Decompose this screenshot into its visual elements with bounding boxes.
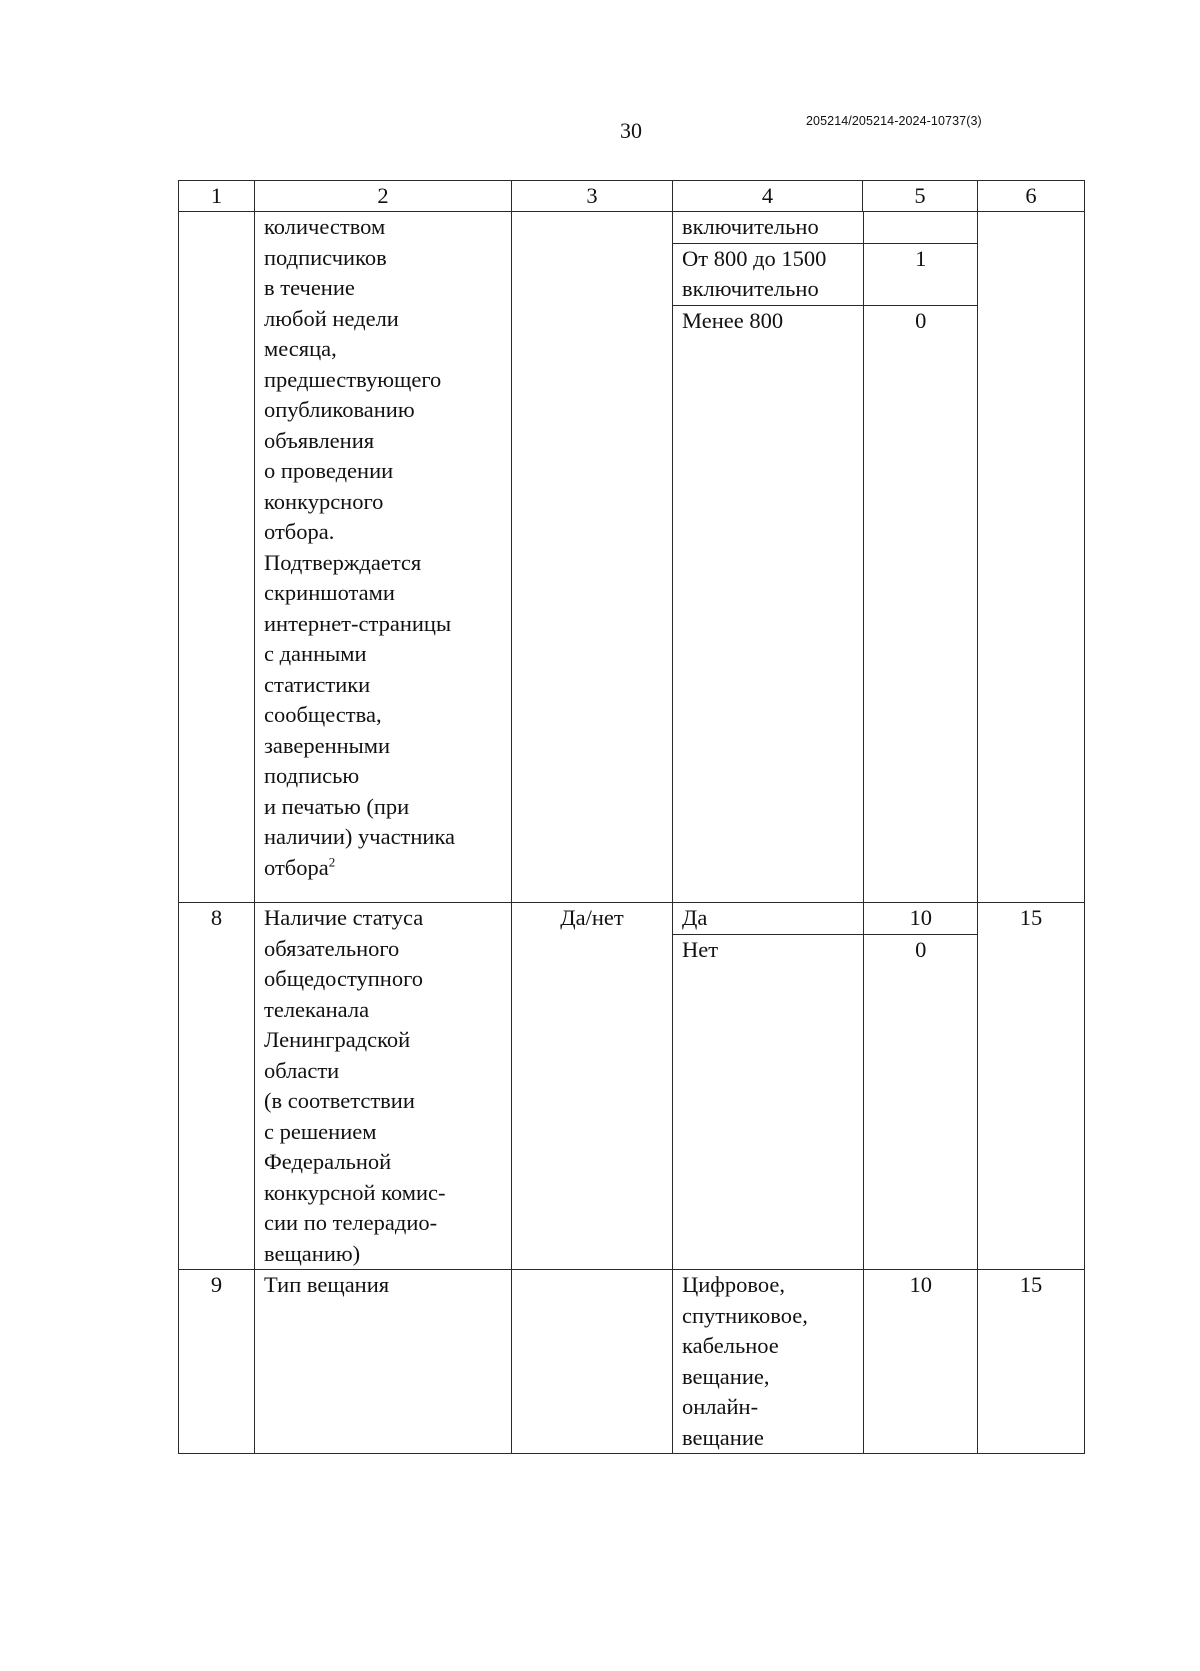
option-line: вещание <box>682 1424 764 1450</box>
options-cell <box>673 1270 978 1454</box>
criterion-line: телеканала <box>264 996 370 1022</box>
page-number: 30 <box>620 118 642 143</box>
criterion-text <box>255 212 512 903</box>
criterion-line: любой недели <box>264 305 399 331</box>
criterion-line: подписью <box>264 763 360 788</box>
criterion-line: Ленинградской <box>264 1027 411 1052</box>
criterion-line: подписчиков <box>264 244 387 270</box>
table-header-row <box>179 181 1085 212</box>
options-cell <box>673 903 978 1270</box>
option-line: Нет <box>682 936 719 962</box>
option-line: включительно <box>682 214 819 239</box>
option-score: 0 <box>915 307 927 333</box>
option-row <box>673 243 978 305</box>
column-header: 2 <box>255 181 512 212</box>
option-line: Цифровое, <box>682 1272 785 1297</box>
table-row <box>179 1270 1085 1454</box>
option-label <box>673 305 863 902</box>
option-score: 0 <box>915 936 927 962</box>
criterion-line: с решением <box>264 1118 377 1144</box>
option-label <box>673 934 863 1269</box>
unit-cell <box>512 1270 673 1454</box>
option-line: Да <box>682 905 708 930</box>
criterion-line: и печатью (при <box>264 793 410 819</box>
criterion-line: Подтверждается <box>264 549 422 575</box>
criterion-text <box>255 903 512 1270</box>
max-score <box>978 212 1085 903</box>
options-subtable <box>673 1270 978 1453</box>
criterion-line: конкурсной комис- <box>264 1179 446 1205</box>
criterion-line: в течение <box>264 275 355 300</box>
criterion-line: общедоступного <box>264 966 423 991</box>
criterion-line: заверенными <box>264 732 391 758</box>
table-row <box>179 212 1085 903</box>
max-score: 15 <box>978 903 1085 1270</box>
criterion-line: конкурсного <box>264 488 384 514</box>
criterion-line: с данными <box>264 641 367 666</box>
criterion-line: (в соответствии <box>264 1088 415 1113</box>
column-header: 6 <box>978 181 1085 212</box>
option-score: 10 <box>909 1272 932 1297</box>
criterion-line: скриншотами <box>264 580 395 605</box>
criterion-line: сообщества, <box>264 702 382 727</box>
options-cell <box>673 212 978 903</box>
criterion-line: сии по телерадио- <box>264 1210 438 1235</box>
option-row <box>673 934 978 1269</box>
criterion-text <box>255 1270 512 1454</box>
criterion-line: о проведении <box>264 458 394 483</box>
max-score: 15 <box>978 1270 1085 1454</box>
option-row <box>673 305 978 902</box>
criteria-table <box>178 180 1085 1454</box>
options-subtable <box>673 903 978 1269</box>
option-score <box>863 212 978 243</box>
criterion-line: объявления <box>264 427 375 453</box>
option-line: онлайн- <box>682 1394 759 1419</box>
document-reference: 205214/205214-2024-10737(3) <box>806 114 982 128</box>
option-label <box>673 903 863 934</box>
option-row <box>673 212 978 243</box>
criterion-line: отбора$^2$ <box>264 854 336 880</box>
unit-cell <box>512 212 673 903</box>
option-line: Менее 800 <box>682 307 784 333</box>
criterion-line: вещанию) <box>264 1240 361 1266</box>
option-line: От 800 до 1500 <box>682 245 827 271</box>
option-score: 10 <box>863 903 978 934</box>
footnote-marker: 2 <box>328 854 336 869</box>
row-number: 8 <box>179 903 255 1270</box>
criterion-line: опубликованию <box>264 397 415 422</box>
column-header: 5 <box>863 181 978 212</box>
option-line: кабельное <box>682 1333 779 1358</box>
criterion-line: области <box>264 1057 340 1083</box>
unit-cell: Да/нет <box>512 903 673 1270</box>
criterion-line: предшествующего <box>264 366 442 392</box>
option-row <box>673 1270 978 1453</box>
column-header: 3 <box>512 181 673 212</box>
criterion-line: наличии) участника <box>264 824 456 849</box>
option-row <box>673 903 978 934</box>
option-label <box>673 243 863 305</box>
criterion-line: месяца, <box>264 336 337 361</box>
option-line: спутниковое, <box>682 1302 808 1328</box>
criterion-line: количеством <box>264 214 386 239</box>
option-label <box>673 1270 863 1453</box>
option-line: включительно <box>682 276 819 301</box>
column-header: 4 <box>673 181 863 212</box>
criterion-line: Наличие статуса <box>264 905 424 930</box>
criterion-line: Тип вещания <box>264 1272 390 1297</box>
row-number: 9 <box>179 1270 255 1454</box>
criterion-line: статистики <box>264 671 371 697</box>
row-number <box>179 212 255 903</box>
option-score: 1 <box>863 243 978 305</box>
criterion-line: Федеральной <box>264 1149 392 1174</box>
column-header: 1 <box>179 181 255 212</box>
criterion-line: обязательного <box>264 935 400 961</box>
criterion-line: интернет-страницы <box>264 610 452 636</box>
option-label <box>673 212 863 243</box>
criterion-line: отбора. <box>264 519 335 544</box>
options-subtable <box>673 212 978 902</box>
option-line: вещание, <box>682 1363 770 1389</box>
table-row <box>179 903 1085 1270</box>
